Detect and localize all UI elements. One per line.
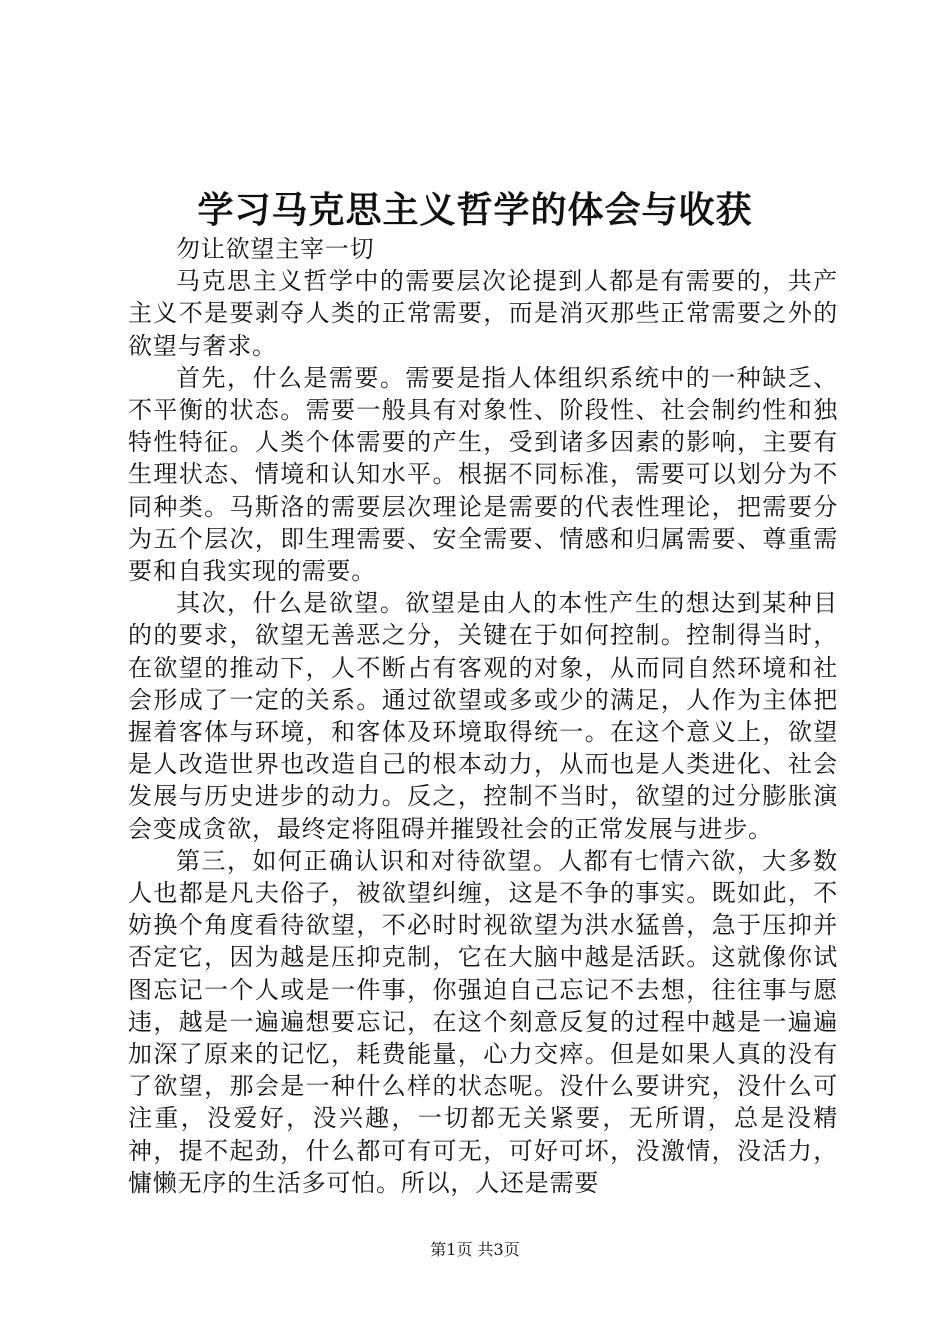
paragraph-first-point: 首先，什么是需要。需要是指人体组织系统中的一种缺乏、不平衡的状态。需要一般具有对象性、阶段性、社会制约性和独特性特征。人类个体需要的产生，受到诸多因素的影响，主要有生理状态、情境和认知水平。根据不同标准，需要可以划分为不同种类。马斯洛的需要层次理论是需要的代表性理论，把需要分为五个层次，即生理需要、安全需要、情感和归属需要、尊重需要和自我实现的需要。 (128, 363, 838, 586)
paragraph-intro: 马克思主义哲学中的需要层次论提到人都是有需要的，共产主义不是要剥夺人类的正常需要，而是消灭那些正常需要之外的欲望与奢求。 (128, 267, 838, 360)
paragraph-subtitle: 勿让欲望主宰一切 (176, 235, 375, 263)
document-title: 学习马克思主义哲学的体会与收获 (197, 189, 753, 231)
document-body (128, 233, 838, 1199)
paragraph-second-point: 其次，什么是欲望。欲望是由人的本性产生的想达到某种目的的要求，欲望无善恶之分，关键在于如何控制。控制得当时，在欲望的推动下，人不断占有客观的对象，从而同自然环境和社会形成了一定的关系。通过欲望或多或少的满足，人作为主体把握着客体与环境，和客体及环境取得统一。在这个意义上，欲望是人改造世界也改造自己的根本动力，从而也是人类进化、社会发展与历史进步的动力。反之，控制不当时，欲望的过分膨胀演会变成贪欲，最终定将阻碍并摧毁社会的正常发展与进步。 (128, 589, 838, 843)
page-number-footer: 第1页 共3页 (430, 1240, 520, 1259)
paragraph-third-point: 第三，如何正确认识和对待欲望。人都有七情六欲，大多数人也都是凡夫俗子，被欲望纠缠，这是不争的事实。既如此，不妨换个角度看待欲望，不必时时视欲望为洪水猛兽，急于压抑并否定它，因为越是压抑克制，它在大脑中越是活跃。这就像你试图忘记一个人或是一件事，你强迫自己忘记不去想，往往事与愿违，越是一遍遍想要忘记，在这个刻意反复的过程中越是一遍遍加深了原来的记忆，耗费能量，心力交瘁。但是如果人真的没有了欲望，那会是一种什么样的状态呢。没什么要讲究，没什么可注重，没爱好，没兴趣，一切都无关紧要，无所谓，总是没精神，提不起劲，什么都可有可无，可好可坏，没激情，没活力，慵懒无序的生活多可怕。所以，人还是需要 (128, 846, 838, 1197)
